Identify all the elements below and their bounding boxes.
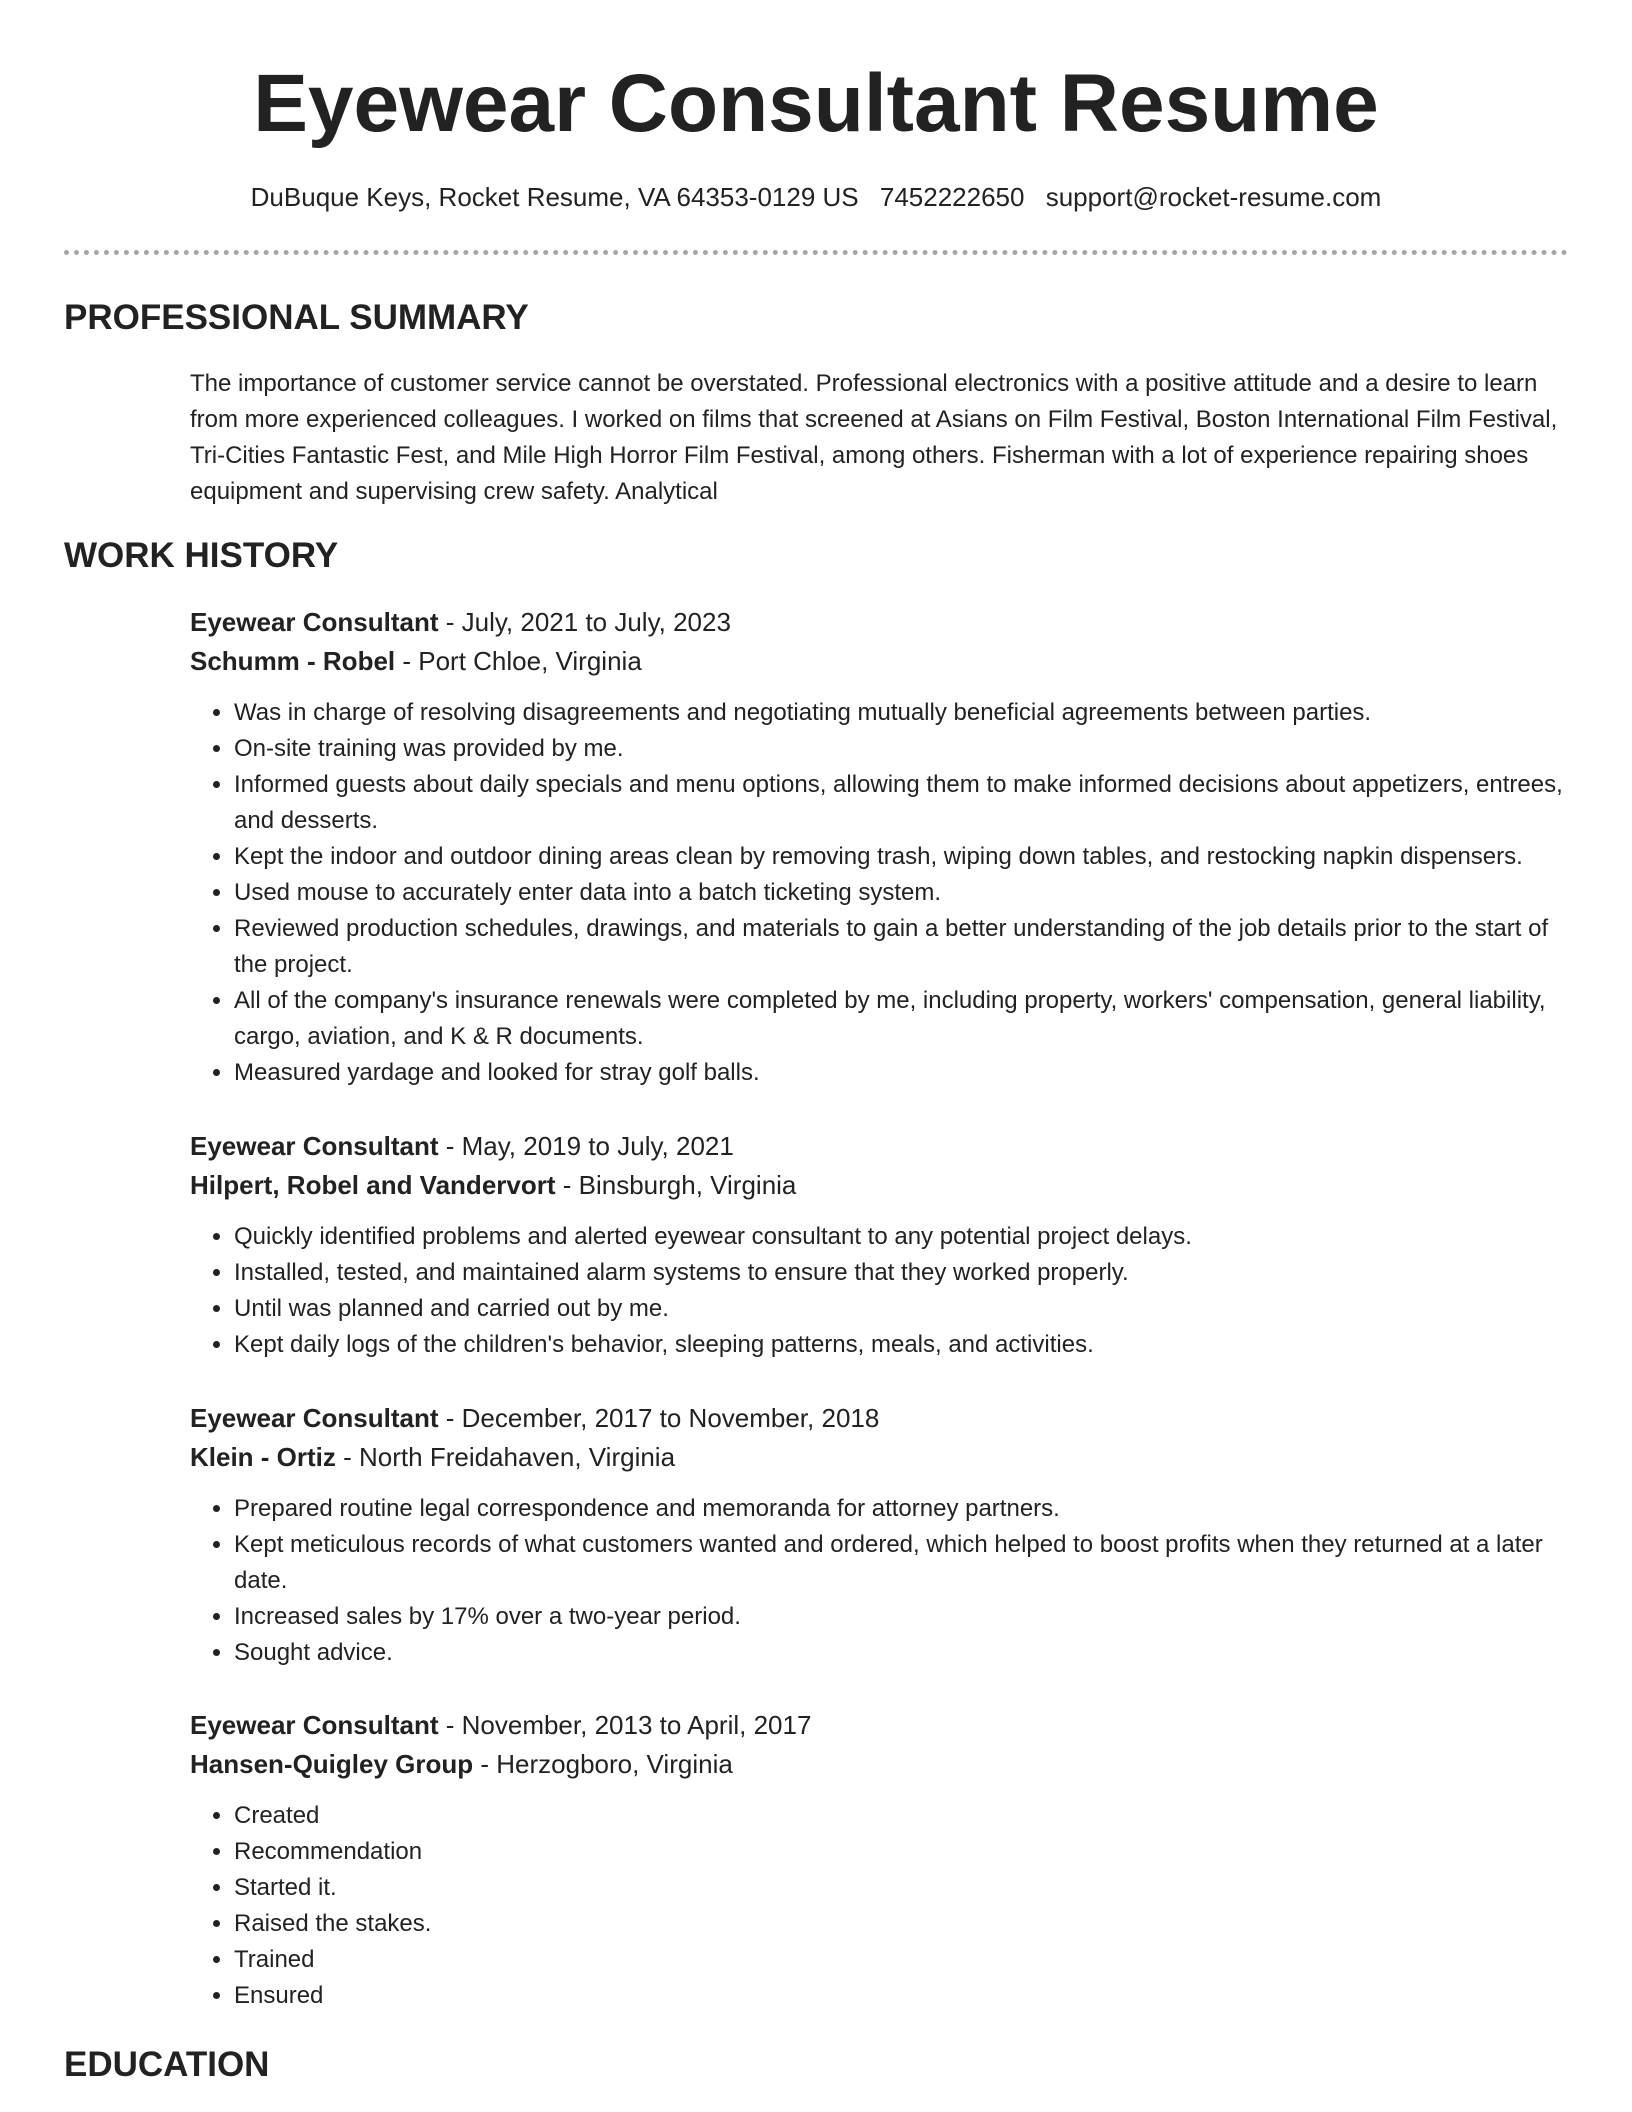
- job-duties-list: [190, 1491, 1570, 1671]
- job-entry: [190, 603, 1570, 1091]
- job-duty: • Raised the stakes.: [234, 1906, 1570, 1942]
- job-duty: • Started it.: [234, 1870, 1570, 1906]
- job-entry: [190, 1706, 1570, 2014]
- job-company-line: [190, 1438, 1570, 1477]
- job-company-line: [190, 642, 1570, 681]
- job-duty: • Used mouse to accurately enter data into a batch ticketing system.: [234, 875, 1570, 911]
- job-entry: [190, 1399, 1570, 1671]
- job-dates: - December, 2017 to November, 2018: [438, 1403, 880, 1433]
- job-title: Eyewear Consultant: [190, 1403, 439, 1433]
- education-heading: EDUCATION: [64, 2045, 270, 2084]
- job-company: Klein - Ortiz: [190, 1442, 336, 1472]
- job-title-line: [190, 1399, 1570, 1438]
- job-duty: • Ensured: [234, 1978, 1570, 2014]
- job-dates: - November, 2013 to April, 2017: [438, 1710, 812, 1740]
- job-duties-list: [190, 1798, 1570, 2014]
- contact-phone: 7452222650: [879, 182, 1025, 212]
- job-duty: • All of the company's insurance renewals were completed by me, including property, workers' compensation, general liability, cargo, aviation, and K & R documents.: [234, 983, 1570, 1055]
- job-location: - Binsburgh, Virginia: [555, 1170, 797, 1200]
- job-duty: • Prepared routine legal correspondence and memoranda for attorney partners.: [234, 1491, 1570, 1527]
- job-duty: • Reviewed production schedules, drawings, and materials to gain a better understanding of the job details prior to the start of the project.: [234, 911, 1570, 983]
- job-title-line: [190, 1127, 1570, 1166]
- job-duty: • Informed guests about daily specials and menu options, allowing them to make informed decisions about appetizers, entrees, and desserts.: [234, 767, 1570, 839]
- job-duty: • Trained: [234, 1942, 1570, 1978]
- job-company: Schumm - Robel: [190, 646, 396, 676]
- job-duties-list: [190, 695, 1570, 1091]
- contact-line: [0, 180, 1632, 214]
- contact-address: DuBuque Keys, Rocket Resume, VA 64353-0129 US: [250, 182, 859, 212]
- summary-text: The importance of customer service cannot be overstated. Professional electronics with a positive attitude and a desire to learn from more experienced colleagues. I worked on films that screened at Asians on Film Festival, Boston International Film Festival, Tri-Cities Fantastic Fest, and Mile High Horror Film Festival, among others. Fisherman with a lot of experience repairing shoes equipment and supervising crew safety. Analytical: [190, 370, 1558, 505]
- job-duty: • Created: [234, 1798, 1570, 1834]
- contact-email[interactable]: support@rocket-resume.com: [1045, 182, 1382, 212]
- job-duty: • Measured yardage and looked for stray golf balls.: [234, 1055, 1570, 1091]
- job-duty: • Until was planned and carried out by me.: [234, 1291, 1570, 1327]
- job-duty: • Was in charge of resolving disagreements and negotiating mutually beneficial agreements between parties.: [234, 695, 1570, 731]
- job-duty: • Quickly identified problems and alerted eyewear consultant to any potential project delays.: [234, 1219, 1570, 1255]
- job-duty: • Kept the indoor and outdoor dining areas clean by removing trash, wiping down tables, and restocking napkin dispensers.: [234, 839, 1570, 875]
- job-title: Eyewear Consultant: [190, 1131, 439, 1161]
- job-duty: • Kept meticulous records of what customers wanted and ordered, which helped to boost profits when they returned at a later date.: [234, 1527, 1570, 1599]
- job-duty: • Recommendation: [234, 1834, 1570, 1870]
- job-title-line: [190, 603, 1570, 642]
- job-company-line: [190, 1745, 1570, 1784]
- job-title: Eyewear Consultant: [190, 1710, 439, 1740]
- job-location: - Port Chloe, Virginia: [395, 646, 642, 676]
- job-duty: • Installed, tested, and maintained alarm systems to ensure that they worked properly.: [234, 1255, 1570, 1291]
- job-location: - North Freidahaven, Virginia: [335, 1442, 676, 1472]
- job-duties-list: [190, 1219, 1570, 1363]
- job-dates: - May, 2019 to July, 2021: [438, 1131, 734, 1161]
- job-title-line: [190, 1706, 1570, 1745]
- job-dates: - July, 2021 to July, 2023: [438, 607, 731, 637]
- job-company: Hansen-Quigley Group: [190, 1749, 474, 1779]
- job-duty: • Kept daily logs of the children's behavior, sleeping patterns, meals, and activities.: [234, 1327, 1570, 1363]
- job-duty: • Increased sales by 17% over a two-year period.: [234, 1599, 1570, 1635]
- job-duty: • Sought advice.: [234, 1635, 1570, 1671]
- resume-title: Eyewear Consultant Resume: [253, 58, 1379, 149]
- job-company: Hilpert, Robel and Vandervort: [190, 1170, 556, 1200]
- header-divider: [64, 250, 1568, 255]
- job-title: Eyewear Consultant: [190, 607, 439, 637]
- job-location: - Herzogboro, Virginia: [473, 1749, 733, 1779]
- summary-heading: PROFESSIONAL SUMMARY: [64, 298, 529, 337]
- job-duty: • On-site training was provided by me.: [234, 731, 1570, 767]
- job-company-line: [190, 1166, 1570, 1205]
- work-history-heading: WORK HISTORY: [64, 536, 339, 575]
- job-entry: [190, 1127, 1570, 1363]
